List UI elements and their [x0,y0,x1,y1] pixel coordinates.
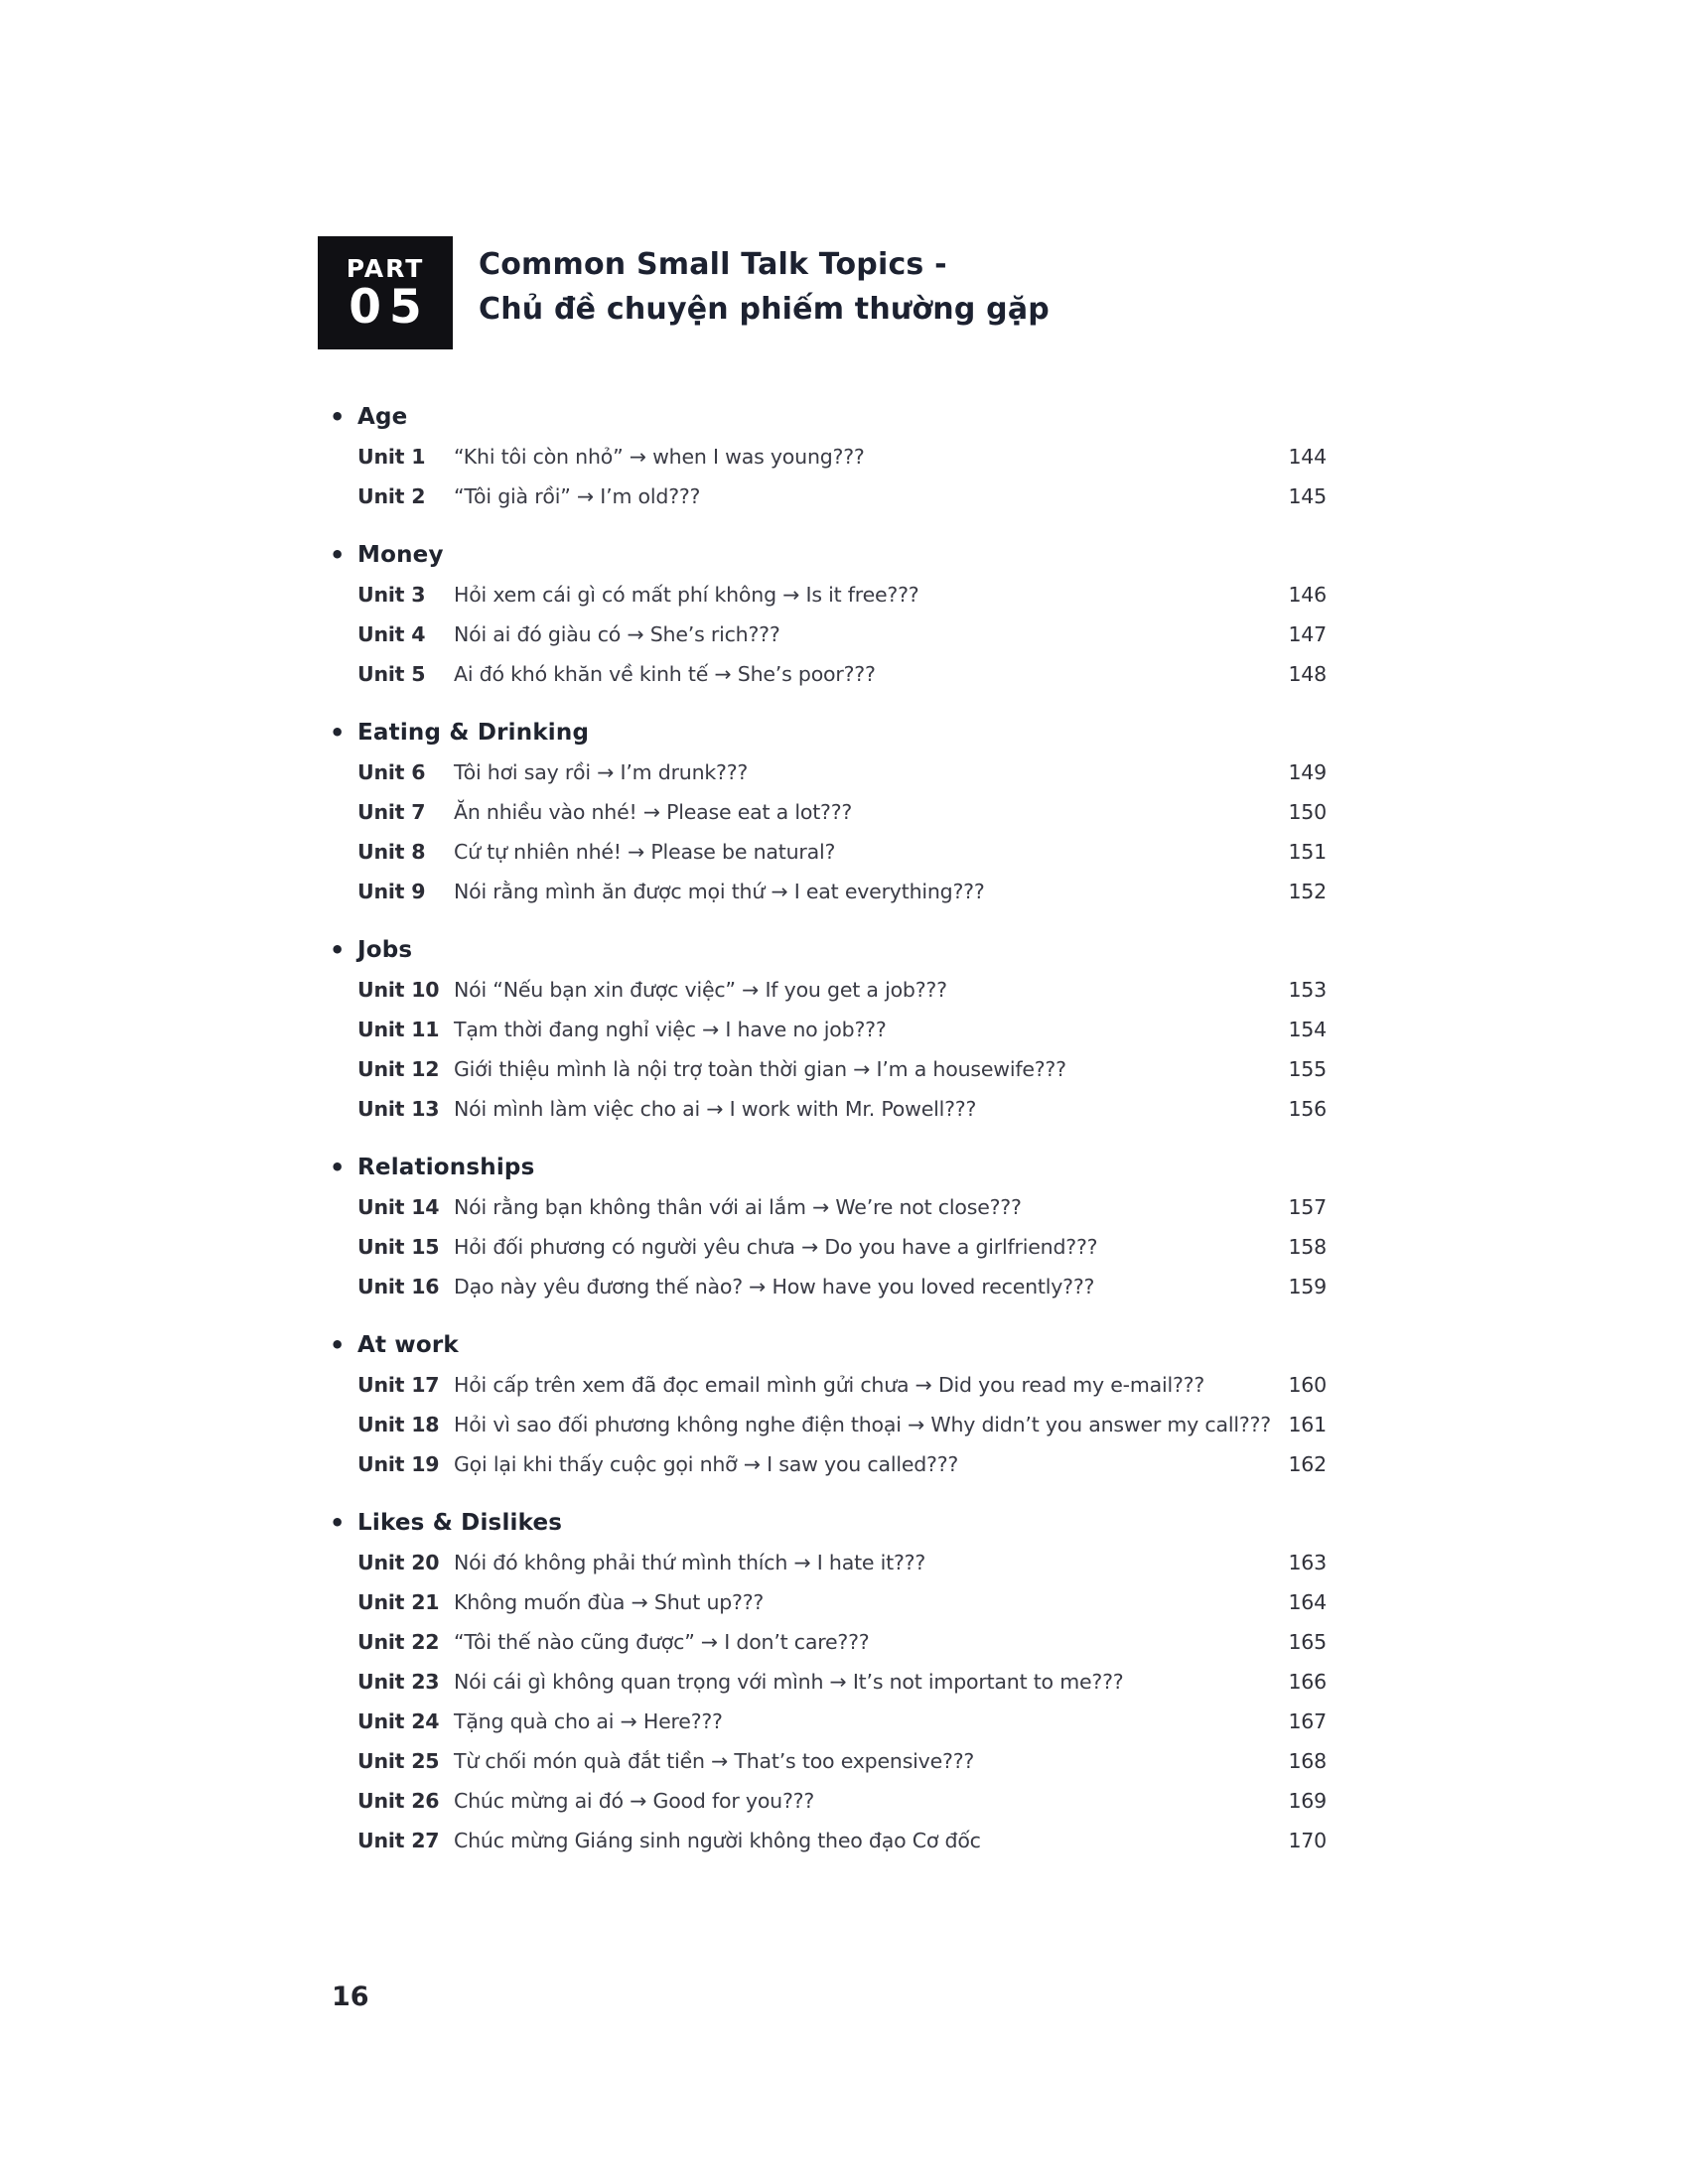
unit-page-number: 167 [1288,1709,1327,1733]
unit-page-number: 161 [1288,1413,1327,1436]
toc-section [330,930,1327,1129]
unit-page-number: 170 [1288,1829,1327,1852]
toc-section [330,397,1327,516]
toc-entry [330,1010,1327,1049]
toc-section [330,1325,1327,1484]
unit-page-number: 150 [1288,800,1327,824]
toc-entry [330,1365,1327,1405]
unit-label: Unit 5 [357,662,426,686]
unit-description: Hỏi đối phương có người yêu chưa → Do you have a girlfriend??? [454,1235,1098,1259]
unit-label: Unit 18 [357,1413,440,1436]
toc-entry [330,1049,1327,1089]
toc-entry [330,1662,1327,1702]
toc-entry [330,1781,1327,1821]
unit-description: Từ chối món quà đắt tiền → That’s too expensive??? [454,1749,975,1773]
unit-label: Unit 11 [357,1018,440,1041]
bullet-icon: • [330,719,346,747]
toc-entry [330,872,1327,911]
unit-description: Dạo này yêu đương thế nào? → How have you loved recently??? [454,1275,1095,1298]
unit-label: Unit 9 [357,880,426,903]
toc-entry [330,970,1327,1010]
unit-page-number: 146 [1288,583,1327,607]
unit-description: Hỏi cấp trên xem đã đọc email mình gửi chưa → Did you read my e-mail??? [454,1373,1205,1397]
section-header [330,1325,1327,1365]
unit-page-number: 169 [1288,1789,1327,1813]
unit-description: Chúc mừng ai đó → Good for you??? [454,1789,815,1813]
section-header [330,930,1327,970]
part-label: PART [346,253,425,283]
toc-entry [330,575,1327,614]
toc-entry [330,1444,1327,1484]
section-header [330,397,1327,437]
unit-label: Unit 14 [357,1195,440,1219]
bullet-icon: • [330,1509,346,1537]
unit-description: Tôi hơi say rồi → I’m drunk??? [454,760,749,784]
toc-section [330,535,1327,694]
unit-label: Unit 24 [357,1709,440,1733]
unit-description: Nói ai đó giàu có → She’s rich??? [454,622,780,646]
unit-page-number: 145 [1288,484,1327,508]
section-header [330,535,1327,575]
section-title: Money [357,542,444,568]
unit-page-number: 159 [1288,1275,1327,1298]
bullet-icon: • [330,403,346,431]
unit-page-number: 165 [1288,1630,1327,1654]
unit-page-number: 149 [1288,760,1327,784]
unit-description: “Tôi thế nào cũng được” → I don’t care??? [454,1630,870,1654]
unit-page-number: 162 [1288,1452,1327,1476]
unit-description: Nói rằng bạn không thân với ai lắm → We’re not close??? [454,1195,1022,1219]
unit-description: Nói rằng mình ăn được mọi thứ → I eat everything??? [454,880,985,903]
toc-entry [330,832,1327,872]
part-number-box [318,236,453,349]
toc-entry [330,1543,1327,1582]
unit-description: Gọi lại khi thấy cuộc gọi nhỡ → I saw you called??? [454,1452,959,1476]
unit-label: Unit 23 [357,1670,440,1694]
unit-description: Cứ tự nhiên nhé! → Please be natural? [454,840,836,864]
unit-label: Unit 4 [357,622,426,646]
unit-label: Unit 25 [357,1749,440,1773]
section-title: Likes & Dislikes [357,1510,563,1536]
section-header [330,1148,1327,1187]
section-title: Eating & Drinking [357,720,590,746]
unit-page-number: 164 [1288,1590,1327,1614]
toc-section [330,1503,1327,1860]
unit-page-number: 160 [1288,1373,1327,1397]
toc-entry [330,1702,1327,1741]
bullet-icon: • [330,936,346,964]
unit-description: Nói cái gì không quan trọng với mình → It’s not important to me??? [454,1670,1124,1694]
toc-entry [330,437,1327,477]
unit-description: Ai đó khó khăn về kinh tế → She’s poor??? [454,662,876,686]
unit-page-number: 156 [1288,1097,1327,1121]
unit-page-number: 144 [1288,445,1327,469]
toc-entry [330,477,1327,516]
table-of-contents [330,397,1327,1860]
unit-label: Unit 21 [357,1590,440,1614]
section-title: Relationships [357,1155,535,1180]
unit-description: Ăn nhiều vào nhé! → Please eat a lot??? [454,800,853,824]
unit-label: Unit 3 [357,583,426,607]
unit-description: “Tôi già rồi” → I’m old??? [454,484,701,508]
unit-label: Unit 15 [357,1235,440,1259]
unit-label: Unit 7 [357,800,426,824]
toc-entry [330,792,1327,832]
unit-label: Unit 8 [357,840,426,864]
part-number: 05 [349,279,430,335]
toc-entry [330,1582,1327,1622]
unit-label: Unit 10 [357,978,440,1002]
toc-section [330,713,1327,911]
unit-page-number: 153 [1288,978,1327,1002]
section-header [330,1503,1327,1543]
unit-page-number: 157 [1288,1195,1327,1219]
unit-description: Hỏi xem cái gì có mất phí không → Is it free??? [454,583,919,607]
unit-label: Unit 17 [357,1373,440,1397]
part-header [318,236,1050,349]
unit-description: “Khi tôi còn nhỏ” → when I was young??? [454,445,865,469]
toc-entry [330,1741,1327,1781]
unit-label: Unit 26 [357,1789,440,1813]
toc-entry [330,654,1327,694]
section-title: Jobs [357,937,413,963]
unit-page-number: 152 [1288,880,1327,903]
unit-page-number: 166 [1288,1670,1327,1694]
unit-description: Không muốn đùa → Shut up??? [454,1590,765,1614]
toc-entry [330,1821,1327,1860]
unit-page-number: 158 [1288,1235,1327,1259]
toc-entry [330,1267,1327,1306]
unit-description: Nói “Nếu bạn xin được việc” → If you get a job??? [454,978,947,1002]
unit-page-number: 154 [1288,1018,1327,1041]
unit-description: Tặng quà cho ai → Here??? [454,1709,723,1733]
toc-section [330,1148,1327,1306]
unit-label: Unit 13 [357,1097,440,1121]
section-title: Age [357,404,408,430]
unit-label: Unit 27 [357,1829,440,1852]
unit-description: Nói đó không phải thứ mình thích → I hate it??? [454,1551,926,1574]
part-title-line-vi: Chủ đề chuyện phiếm thường gặp [479,292,1050,327]
section-header [330,713,1327,752]
toc-entry [330,1227,1327,1267]
unit-label: Unit 22 [357,1630,440,1654]
unit-page-number: 155 [1288,1057,1327,1081]
part-title [479,236,1050,332]
unit-description: Tạm thời đang nghỉ việc → I have no job??? [454,1018,887,1041]
unit-description: Hỏi vì sao đối phương không nghe điện thoại → Why didn’t you answer my call??? [454,1413,1271,1436]
part-title-line-en: Common Small Talk Topics - [479,247,947,282]
unit-label: Unit 19 [357,1452,440,1476]
toc-entry [330,614,1327,654]
bullet-icon: • [330,541,346,569]
toc-entry [330,752,1327,792]
unit-description: Chúc mừng Giáng sinh người không theo đạo Cơ đốc [454,1829,981,1852]
bullet-icon: • [330,1154,346,1181]
unit-label: Unit 12 [357,1057,440,1081]
unit-page-number: 148 [1288,662,1327,686]
unit-label: Unit 6 [357,760,426,784]
toc-entry [330,1187,1327,1227]
toc-entry [330,1089,1327,1129]
unit-label: Unit 16 [357,1275,440,1298]
unit-page-number: 151 [1288,840,1327,864]
unit-page-number: 168 [1288,1749,1327,1773]
unit-page-number: 147 [1288,622,1327,646]
bullet-icon: • [330,1331,346,1359]
page-number: 16 [332,1981,369,2012]
toc-entry [330,1622,1327,1662]
unit-label: Unit 20 [357,1551,440,1574]
toc-entry [330,1405,1327,1444]
section-title: At work [357,1332,459,1358]
unit-description: Nói mình làm việc cho ai → I work with Mr. Powell??? [454,1097,977,1121]
unit-label: Unit 1 [357,445,426,469]
unit-label: Unit 2 [357,484,426,508]
unit-description: Giới thiệu mình là nội trợ toàn thời gian → I’m a housewife??? [454,1057,1066,1081]
unit-page-number: 163 [1288,1551,1327,1574]
